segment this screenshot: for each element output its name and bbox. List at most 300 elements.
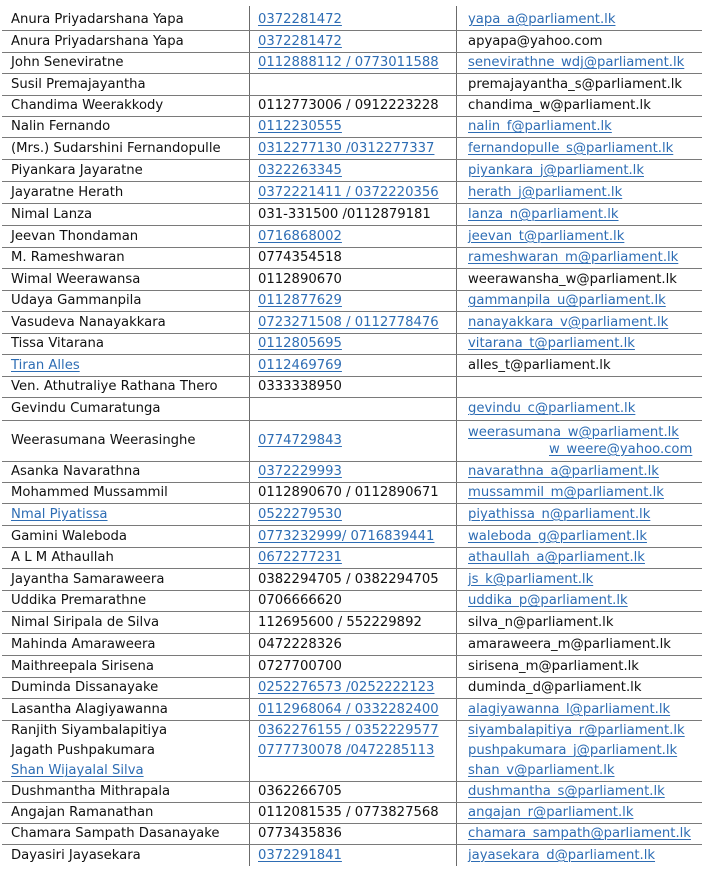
phone-number bbox=[258, 611, 463, 633]
member-name-text: M. Rameshwaran bbox=[11, 250, 125, 265]
email-address[interactable] bbox=[468, 760, 704, 781]
phone-number[interactable] bbox=[258, 698, 463, 720]
row-divider bbox=[2, 95, 702, 96]
phone-text: 0774354518 bbox=[258, 250, 342, 265]
table-row bbox=[0, 741, 704, 760]
email-address[interactable] bbox=[468, 503, 704, 525]
email-address[interactable] bbox=[468, 823, 704, 844]
table-row bbox=[0, 203, 704, 225]
phone-number[interactable] bbox=[258, 720, 463, 741]
phone-number[interactable] bbox=[258, 461, 463, 482]
member-name-text: Mahinda Amaraweera bbox=[11, 636, 156, 652]
member-name[interactable] bbox=[11, 503, 249, 525]
member-name bbox=[11, 376, 249, 397]
phone-number[interactable] bbox=[258, 503, 463, 525]
phone-number bbox=[258, 397, 463, 420]
member-name-text: Udaya Gammanpila bbox=[11, 293, 142, 308]
email-link[interactable]: weerasumana_w@parliament.lk bbox=[468, 424, 679, 440]
phone-link[interactable]: 0112230555 bbox=[258, 119, 342, 134]
email-link[interactable]: herath_j@parliament.lk bbox=[468, 184, 623, 200]
member-name-text: Jagath Pushpakumara bbox=[11, 743, 155, 758]
row-divider bbox=[2, 633, 702, 634]
member-name-text: Gevindu Cumaratunga bbox=[11, 401, 161, 416]
member-name-text: Angajan Ramanathan bbox=[11, 805, 154, 820]
row-divider bbox=[2, 397, 702, 398]
row-divider bbox=[2, 420, 702, 421]
email-address bbox=[468, 354, 704, 376]
phone-number[interactable] bbox=[258, 181, 463, 203]
member-name-text: Piyankara Jayaratne bbox=[11, 162, 143, 178]
member-name-text: Nalin Fernando bbox=[11, 119, 111, 134]
member-name bbox=[11, 420, 249, 461]
member-name-text: Wimal Weerawansa bbox=[11, 271, 141, 287]
phone-link[interactable]: 0773232999/ 0716839441 bbox=[258, 528, 435, 544]
email-address bbox=[468, 611, 704, 633]
table-row bbox=[0, 420, 704, 461]
phone-number bbox=[258, 633, 463, 655]
email-address[interactable] bbox=[468, 568, 704, 590]
email-link[interactable]: yapa_a@parliament.lk bbox=[468, 11, 616, 27]
email-link[interactable]: angajan_r@parliament.lk bbox=[468, 805, 634, 820]
row-divider bbox=[2, 203, 702, 204]
phone-text: 031-331500 /0112879181 bbox=[258, 206, 431, 222]
row-divider bbox=[2, 503, 702, 504]
phone-number[interactable] bbox=[258, 311, 463, 333]
email-address[interactable] bbox=[468, 482, 704, 503]
email-address bbox=[468, 633, 704, 655]
table-row bbox=[0, 73, 704, 95]
table-row bbox=[0, 311, 704, 333]
email-address[interactable] bbox=[468, 181, 704, 203]
phone-number bbox=[258, 482, 463, 503]
email-address[interactable] bbox=[468, 720, 704, 741]
member-name bbox=[11, 698, 249, 720]
member-name-text: Tissa Vitarana bbox=[11, 336, 104, 351]
phone-number[interactable] bbox=[258, 30, 463, 52]
row-divider bbox=[2, 461, 702, 462]
phone-link[interactable]: 0112469769 bbox=[258, 357, 342, 373]
email-address[interactable] bbox=[468, 461, 704, 482]
email-link[interactable]: lanza_n@parliament.lk bbox=[468, 206, 619, 222]
member-name-text[interactable]: Tiran Alles bbox=[11, 357, 80, 373]
member-name-text: (Mrs.) Sudarshini Fernandopulle bbox=[11, 140, 221, 156]
email-link[interactable]: nanayakkara_v@parliament.lk bbox=[468, 314, 669, 330]
email-link[interactable]: mussammil_m@parliament.lk bbox=[468, 485, 664, 500]
table-row bbox=[0, 52, 704, 73]
table-row bbox=[0, 781, 704, 802]
row-divider bbox=[2, 30, 702, 31]
row-divider bbox=[2, 611, 702, 612]
email-link[interactable]: vitarana_t@parliament.lk bbox=[468, 336, 635, 351]
row-divider bbox=[2, 354, 702, 355]
row-divider bbox=[2, 802, 702, 803]
email-address[interactable] bbox=[468, 525, 704, 547]
table-row bbox=[0, 823, 704, 844]
member-name-text: Chamara Sampath Dasanayake bbox=[11, 826, 220, 841]
member-name bbox=[11, 137, 249, 159]
phone-number[interactable] bbox=[258, 290, 463, 311]
email-link[interactable]: rameshwaran_m@parliament.lk bbox=[468, 250, 679, 265]
member-name-text: Dayasiri Jayasekara bbox=[11, 847, 141, 863]
phone-number bbox=[258, 247, 463, 268]
phone-number bbox=[258, 823, 463, 844]
email-link[interactable]: pushpakumara_j@parliament.lk bbox=[468, 743, 678, 758]
member-name bbox=[11, 30, 249, 52]
table-row bbox=[0, 159, 704, 181]
member-name bbox=[11, 461, 249, 482]
email-address[interactable] bbox=[468, 333, 704, 354]
member-name bbox=[11, 720, 249, 741]
member-name-text: Asanka Navarathna bbox=[11, 464, 141, 479]
phone-link[interactable]: 0716868002 bbox=[258, 228, 342, 244]
member-name bbox=[11, 225, 249, 247]
member-name bbox=[11, 802, 249, 823]
phone-number[interactable] bbox=[258, 52, 463, 73]
phone-link[interactable]: 0362276155 / 0352229577 bbox=[258, 723, 439, 738]
phone-number[interactable] bbox=[258, 547, 463, 568]
phone-number bbox=[258, 568, 463, 590]
member-name-text: Vasudeva Nanayakkara bbox=[11, 314, 166, 330]
phone-text: 0333338950 bbox=[258, 379, 342, 394]
email-link[interactable]: fernandopulle_s@parliament.lk bbox=[468, 140, 674, 156]
table-row bbox=[0, 376, 704, 397]
email-link[interactable]: athaullah_a@parliament.lk bbox=[468, 550, 645, 565]
phone-text: 0727700700 bbox=[258, 658, 342, 674]
email-link[interactable]: piyathissa_n@parliament.lk bbox=[468, 506, 651, 522]
row-divider bbox=[2, 655, 702, 656]
table-row bbox=[0, 247, 704, 268]
email-link[interactable]: js_k@parliament.lk bbox=[468, 571, 594, 587]
phone-text: 0472228326 bbox=[258, 636, 342, 652]
row-divider bbox=[2, 290, 702, 291]
email-address[interactable] bbox=[468, 802, 704, 823]
email-address[interactable] bbox=[468, 741, 704, 760]
phone-link[interactable]: 0372291841 bbox=[258, 847, 342, 863]
row-divider bbox=[2, 844, 702, 845]
member-name bbox=[11, 311, 249, 333]
email-address[interactable] bbox=[468, 698, 704, 720]
phone-link[interactable]: 0777730078 /0472285113 bbox=[258, 743, 435, 758]
table-row bbox=[0, 720, 704, 741]
row-divider bbox=[2, 376, 702, 377]
member-name-text: Jeevan Thondaman bbox=[11, 228, 139, 244]
member-name bbox=[11, 268, 249, 290]
row-divider bbox=[2, 568, 702, 569]
email-link[interactable]: jeevan_t@parliament.lk bbox=[468, 228, 625, 244]
phone-number[interactable] bbox=[258, 137, 463, 159]
phone-text: 112695600 / 552229892 bbox=[258, 614, 422, 630]
phone-number bbox=[258, 73, 463, 95]
row-divider bbox=[2, 698, 702, 699]
phone-link[interactable]: 0723271508 / 0112778476 bbox=[258, 314, 439, 330]
row-divider bbox=[2, 823, 702, 824]
table-row bbox=[0, 503, 704, 525]
phone-number[interactable] bbox=[258, 677, 463, 698]
phone-number[interactable] bbox=[258, 525, 463, 547]
table-row bbox=[0, 95, 704, 116]
member-name bbox=[11, 52, 249, 73]
member-name bbox=[11, 8, 249, 30]
email-address bbox=[468, 677, 704, 698]
phone-link[interactable]: 0112968064 / 0332282400 bbox=[258, 701, 439, 717]
table-row bbox=[0, 568, 704, 590]
member-name bbox=[11, 655, 249, 677]
email-address[interactable] bbox=[468, 247, 704, 268]
member-name[interactable] bbox=[11, 760, 249, 781]
member-name-text: Jayaratne Herath bbox=[11, 184, 124, 200]
email-link[interactable]: jayasekara_d@parliament.lk bbox=[468, 847, 656, 863]
phone-number[interactable] bbox=[258, 741, 463, 760]
member-name bbox=[11, 633, 249, 655]
email-link[interactable]: nalin_f@parliament.lk bbox=[468, 119, 612, 134]
email-address bbox=[468, 73, 704, 95]
row-divider bbox=[2, 482, 702, 483]
member-name-text: Maithreepala Sirisena bbox=[11, 658, 154, 674]
phone-number[interactable] bbox=[258, 844, 463, 866]
phone-text: 0382294705 / 0382294705 bbox=[258, 571, 439, 587]
member-name bbox=[11, 116, 249, 137]
member-name bbox=[11, 677, 249, 698]
row-divider bbox=[2, 311, 702, 312]
email-address[interactable] bbox=[468, 116, 704, 137]
email-address[interactable] bbox=[468, 547, 704, 568]
phone-number[interactable] bbox=[258, 420, 463, 461]
email-link[interactable]: navarathna_a@parliament.lk bbox=[468, 464, 659, 479]
email-link[interactable]: gammanpila_u@parliament.lk bbox=[468, 293, 666, 308]
email-link[interactable]: dushmantha_s@parliament.lk bbox=[468, 784, 665, 799]
table-row bbox=[0, 30, 704, 52]
row-divider bbox=[2, 720, 702, 721]
member-name-text: Anura Priyadarshana Yapa bbox=[11, 11, 184, 27]
email-text: duminda_d@parliament.lk bbox=[468, 680, 642, 695]
email-link[interactable]: siyambalapitiya_r@parliament.lk bbox=[468, 723, 685, 738]
email-link[interactable]: waleboda_g@parliament.lk bbox=[468, 528, 647, 544]
phone-number[interactable] bbox=[258, 116, 463, 137]
email-link[interactable]: chamara_sampath@parliament.lk bbox=[468, 826, 691, 841]
member-name-text[interactable]: Nmal Piyatissa bbox=[11, 506, 108, 522]
member-name bbox=[11, 397, 249, 420]
column-divider bbox=[249, 6, 250, 866]
email-address[interactable] bbox=[468, 420, 704, 461]
member-name bbox=[11, 73, 249, 95]
row-divider bbox=[2, 137, 702, 138]
member-name-text: Weerasumana Weerasinghe bbox=[11, 433, 196, 448]
table-row bbox=[0, 137, 704, 159]
email-link[interactable]: gevindu_c@parliament.lk bbox=[468, 401, 636, 416]
email-text: alles_t@parliament.lk bbox=[468, 357, 611, 373]
phone-link[interactable]: 0774729843 bbox=[258, 433, 342, 448]
member-name bbox=[11, 547, 249, 568]
phone-number bbox=[258, 781, 463, 802]
email-address[interactable] bbox=[468, 590, 704, 611]
row-divider bbox=[2, 525, 702, 526]
email-text: amaraweera_m@parliament.lk bbox=[468, 636, 671, 652]
table-row bbox=[0, 525, 704, 547]
phone-link[interactable]: 0372229993 bbox=[258, 464, 342, 479]
phone-number[interactable] bbox=[258, 354, 463, 376]
email-link[interactable]: senevirathne_wdj@parliament.lk bbox=[468, 55, 685, 70]
phone-text: 0112081535 / 0773827568 bbox=[258, 805, 439, 820]
table-row bbox=[0, 8, 704, 30]
table-row bbox=[0, 547, 704, 568]
member-name bbox=[11, 568, 249, 590]
email-address[interactable] bbox=[468, 290, 704, 311]
phone-number[interactable] bbox=[258, 333, 463, 354]
table-row bbox=[0, 633, 704, 655]
member-name bbox=[11, 159, 249, 181]
phone-text: 0112890670 / 0112890671 bbox=[258, 485, 439, 500]
row-divider bbox=[2, 116, 702, 117]
member-name bbox=[11, 823, 249, 844]
member-name-text: A L M Athaullah bbox=[11, 550, 114, 565]
member-name bbox=[11, 333, 249, 354]
row-divider bbox=[2, 268, 702, 269]
table-row bbox=[0, 268, 704, 290]
table-row bbox=[0, 698, 704, 720]
member-name-text: Duminda Dissanayake bbox=[11, 680, 159, 695]
member-name bbox=[11, 741, 249, 760]
email-text: premajayantha_s@parliament.lk bbox=[468, 76, 683, 92]
email-address[interactable] bbox=[468, 844, 704, 866]
phone-text: 0112890670 bbox=[258, 271, 342, 287]
member-name-text[interactable]: Shan Wijayalal Silva bbox=[11, 763, 144, 778]
table-row bbox=[0, 482, 704, 503]
email-text: silva_n@parliament.lk bbox=[468, 614, 614, 630]
phone-link[interactable]: 0372281472 bbox=[258, 11, 342, 27]
member-name-text: Dushmantha Mithrapala bbox=[11, 784, 171, 799]
row-divider bbox=[2, 225, 702, 226]
email-address[interactable] bbox=[468, 159, 704, 181]
phone-text: 0362266705 bbox=[258, 784, 342, 799]
phone-link[interactable]: 0322263345 bbox=[258, 162, 342, 178]
row-divider bbox=[2, 52, 702, 53]
member-name bbox=[11, 181, 249, 203]
row-divider bbox=[2, 547, 702, 548]
email-address bbox=[468, 655, 704, 677]
row-divider bbox=[2, 781, 702, 782]
member-name-text: John Seneviratne bbox=[11, 55, 124, 70]
table-row bbox=[0, 333, 704, 354]
email-address[interactable] bbox=[468, 311, 704, 333]
email-link[interactable]: uddika_p@parliament.lk bbox=[468, 593, 628, 608]
phone-number bbox=[258, 802, 463, 823]
email-text: weerawansha_w@parliament.lk bbox=[468, 271, 677, 287]
email-link-secondary[interactable]: w_weere@yahoo.com bbox=[549, 441, 693, 457]
member-name-text: Nimal Lanza bbox=[11, 206, 93, 222]
member-name bbox=[11, 203, 249, 225]
email-link[interactable]: alagiyawanna_l@parliament.lk bbox=[468, 701, 671, 717]
table-row bbox=[0, 354, 704, 376]
row-divider bbox=[2, 677, 702, 678]
table-row bbox=[0, 225, 704, 247]
member-name bbox=[11, 844, 249, 866]
email-address[interactable] bbox=[468, 397, 704, 420]
member-name bbox=[11, 290, 249, 311]
phone-link[interactable]: 0522279530 bbox=[258, 506, 342, 522]
phone-number bbox=[258, 268, 463, 290]
table-row bbox=[0, 802, 704, 823]
phone-number bbox=[258, 95, 463, 116]
email-link[interactable]: shan_v@parliament.lk bbox=[468, 763, 615, 778]
phone-link[interactable]: 0372281472 bbox=[258, 33, 342, 49]
member-name-text: Mohammed Mussammil bbox=[11, 485, 168, 500]
table-row bbox=[0, 181, 704, 203]
row-divider bbox=[2, 73, 702, 74]
table-row bbox=[0, 116, 704, 137]
member-name-text: Nimal Siripala de Silva bbox=[11, 614, 160, 630]
member-name-text: Gamini Waleboda bbox=[11, 528, 127, 544]
email-address bbox=[468, 95, 704, 116]
email-address[interactable] bbox=[468, 781, 704, 802]
member-name-text: Susil Premajayantha bbox=[11, 76, 146, 92]
phone-text: 0773435836 bbox=[258, 826, 342, 841]
member-name bbox=[11, 95, 249, 116]
phone-number bbox=[258, 590, 463, 611]
phone-number bbox=[258, 760, 463, 781]
email-address bbox=[468, 268, 704, 290]
table-row bbox=[0, 397, 704, 420]
member-name bbox=[11, 525, 249, 547]
phone-link[interactable]: 0112805695 bbox=[258, 336, 342, 351]
phone-link[interactable]: 0372221411 / 0372220356 bbox=[258, 184, 439, 200]
table-row bbox=[0, 844, 704, 866]
member-name[interactable] bbox=[11, 354, 249, 376]
phone-link[interactable]: 0672277231 bbox=[258, 550, 342, 565]
member-name-text: Anura Priyadarshana Yapa bbox=[11, 33, 184, 49]
table-row bbox=[0, 590, 704, 611]
member-name-text: Jayantha Samaraweera bbox=[11, 571, 165, 587]
email-address[interactable] bbox=[468, 203, 704, 225]
row-divider bbox=[2, 181, 702, 182]
email-address[interactable] bbox=[468, 52, 704, 73]
phone-number[interactable] bbox=[258, 8, 463, 30]
phone-link[interactable]: 0112888112 / 0773011588 bbox=[258, 55, 439, 70]
table-row bbox=[0, 677, 704, 698]
table-row bbox=[0, 290, 704, 311]
row-divider bbox=[2, 590, 702, 591]
member-name-text: Chandima Weerakkody bbox=[11, 98, 164, 113]
email-address[interactable] bbox=[468, 225, 704, 247]
member-name-text: Ven. Athutraliye Rathana Thero bbox=[11, 379, 218, 394]
phone-text: 0706666620 bbox=[258, 593, 342, 608]
member-name-text: Uddika Premarathne bbox=[11, 593, 147, 608]
phone-text: 0112773006 / 0912223228 bbox=[258, 98, 439, 113]
email-text: apyapa@yahoo.com bbox=[468, 33, 603, 49]
phone-number bbox=[258, 376, 463, 397]
email-address[interactable] bbox=[468, 8, 704, 30]
phone-number bbox=[258, 203, 463, 225]
member-name bbox=[11, 781, 249, 802]
member-name-text: Ranjith Siyambalapitiya bbox=[11, 723, 168, 738]
phone-number[interactable] bbox=[258, 225, 463, 247]
member-name-text: Lasantha Alagiyawanna bbox=[11, 701, 168, 717]
phone-link[interactable]: 0252276573 /0252222123 bbox=[258, 680, 435, 695]
column-divider bbox=[456, 6, 457, 866]
email-address[interactable] bbox=[468, 137, 704, 159]
email-link[interactable]: piyankara_j@parliament.lk bbox=[468, 162, 644, 178]
phone-link[interactable]: 0312277130 /0312277337 bbox=[258, 140, 435, 156]
member-name bbox=[11, 611, 249, 633]
row-divider bbox=[2, 333, 702, 334]
member-name bbox=[11, 590, 249, 611]
phone-link[interactable]: 0112877629 bbox=[258, 293, 342, 308]
phone-number bbox=[258, 655, 463, 677]
member-name bbox=[11, 482, 249, 503]
phone-number[interactable] bbox=[258, 159, 463, 181]
email-text: chandima_w@parliament.lk bbox=[468, 98, 651, 113]
table-row bbox=[0, 760, 704, 781]
email-address bbox=[468, 30, 704, 52]
